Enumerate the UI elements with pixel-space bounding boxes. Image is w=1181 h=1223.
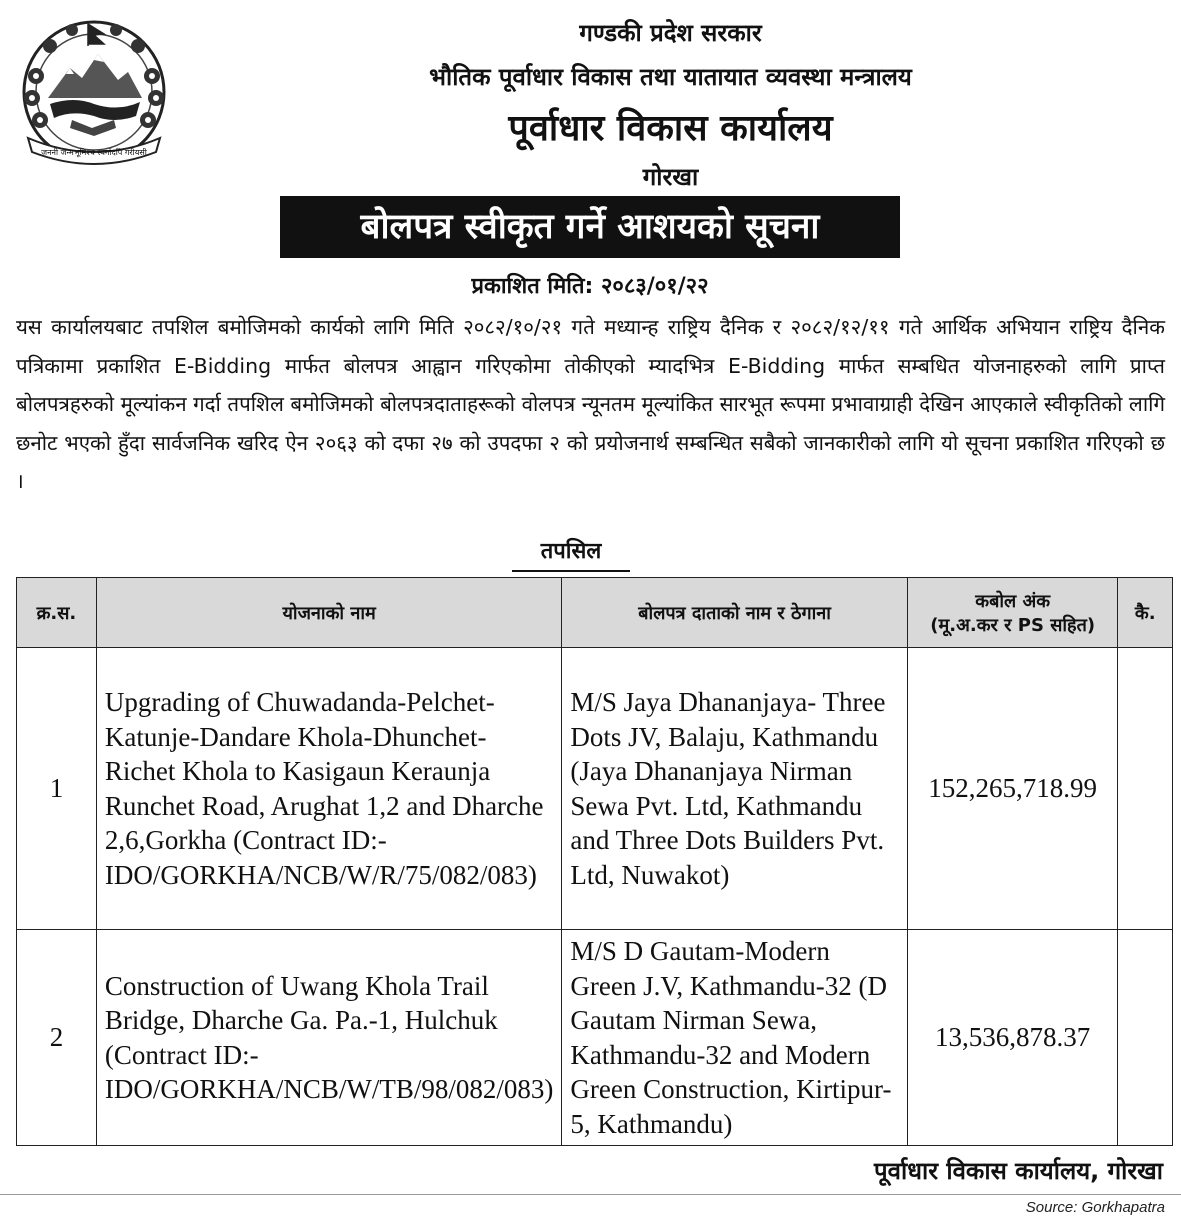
row-bidder: M/S D Gautam-Modern Green J.V, Kathmandu-32 (D Gautam Nirman Sewa, Kathmandu-32 and Modern Green Construction, Kirtipur-5, Kathmandu) xyxy=(562,930,908,1146)
row-project: Upgrading of Chuwadanda-Pelchet-Katunje-Dandare Khola-Dhunchet-Richet Khola to Kasigaun Keraunja Runchet Road, Arughat 1,2 and Dharche 2,6,Gorkha (Contract ID:- IDO/GORKHA/NCB/W/R/75/082/083) xyxy=(96,648,561,930)
details-heading: तपसिल xyxy=(512,534,630,572)
row-sn: 2 xyxy=(17,930,97,1146)
bid-table xyxy=(16,577,1173,1146)
published-date: प्रकाशित मिति: २०८३/०१/२२ xyxy=(471,274,709,299)
nepal-emblem-icon xyxy=(14,16,174,171)
row-project: Construction of Uwang Khola Trail Bridge, Dharche Ga. Pa.-1, Hulchuk (Contract ID:- IDO/GORKHA/NCB/W/TB/98/082/083) xyxy=(96,930,561,1146)
row-amount: 13,536,878.37 xyxy=(907,930,1118,1146)
header-sn: क्र.स. xyxy=(17,578,97,648)
source-divider xyxy=(0,1194,1181,1195)
source-credit: Source: Gorkhapatra xyxy=(1025,1199,1165,1216)
header-amount-line1: कबोल अंक xyxy=(975,590,1051,612)
header-bidder: बोलपत्र दाताको नाम र ठेगाना xyxy=(562,578,908,648)
office-signature: पूर्वाधार विकास कार्यालय, गोरखा xyxy=(874,1157,1163,1185)
row-remarks xyxy=(1118,648,1173,930)
notice-body: यस कार्यालयबाट तपशिल बमोजिमको कार्यको लागि मिति २०८२/१०/२१ गते मध्यान्ह राष्ट्रिय दैनिक र २०८२/१२/११ गते आर्थिक अभियान राष्ट्रिय दैनिक पत्रिकामा प्रकाशित E-Bidding मार्फत बोलपत्र आह्वान गरिएकोमा तोकीएको म्यादभित्र E-Bidding मार्फत सम्बधित योजनाहरुको लागि प्राप्त बोलपत्रहरुको मूल्यांकन गर्दा तपशिल बमोजिमको बोलपत्रदाताहरूको वोलपत्र न्यूनतम मूल्यांकित सारभूत रूपमा प्रभावाग्राही देखिन आएकाले स्वीकृतिको लागि छनोट भएको हुँदा सार्वजनिक खरिद ऐन २०६३ को दफा २७ को उपदफा २ को प्रयोजनार्थ सम्बन्धित सबैको जानकारीको लागि यो सूचना प्रकाशित गरिएको छ । xyxy=(16,315,1165,493)
svg-text:जननी जन्मभूमिश्च स्वर्गादपि गर: जननी जन्मभूमिश्च स्वर्गादपि गरीयसी xyxy=(41,148,147,157)
row-amount: 152,265,718.99 xyxy=(907,648,1118,930)
table-row xyxy=(17,648,1173,930)
office-name: पूर्वाधार विकास कार्यालय xyxy=(508,108,833,149)
row-bidder: M/S Jaya Dhananjaya- Three Dots JV, Balaju, Kathmandu (Jaya Dhananjaya Nirman Sewa Pvt. Ltd, Kathmandu and Three Dots Builders Pvt. Ltd, Nuwakot) xyxy=(562,648,908,930)
header-amount xyxy=(907,578,1118,648)
row-sn: 1 xyxy=(17,648,97,930)
district-name: गोरखा xyxy=(642,163,699,191)
government-name: गण्डकी प्रदेश सरकार xyxy=(579,19,762,47)
table-header-row xyxy=(17,578,1173,648)
header-amount-line2: (मू.अ.कर र PS सहित) xyxy=(930,614,1096,636)
header-project: योजनाको नाम xyxy=(96,578,561,648)
table-row xyxy=(17,930,1173,1146)
notice-title: बोलपत्र स्वीकृत गर्ने आशयको सूचना xyxy=(280,196,900,258)
row-remarks xyxy=(1118,930,1173,1146)
header-remarks: कै. xyxy=(1118,578,1173,648)
ministry-name: भौतिक पूर्वाधार विकास तथा यातायात व्यवस्था मन्त्रालय xyxy=(429,63,912,91)
